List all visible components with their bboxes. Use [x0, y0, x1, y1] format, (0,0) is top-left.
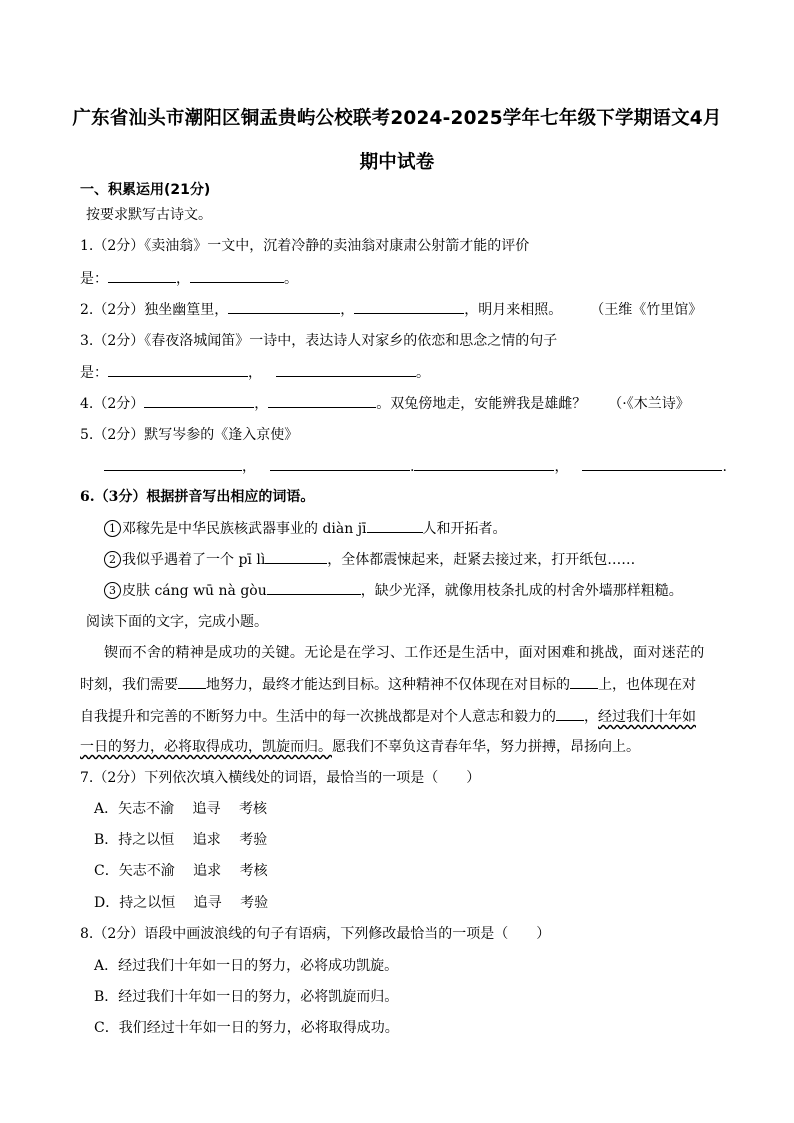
- answer-blank[interactable]: [276, 362, 416, 377]
- answer-blank[interactable]: [108, 268, 176, 283]
- question-5: 5.（2分）默写岑参的《逢入京使》: [80, 427, 299, 443]
- question-5-sep: ，: [554, 459, 569, 475]
- question-6-item-2-end: ，全体都震悚起来，赶紧去接过来，打开纸包……: [327, 552, 636, 568]
- question-7-option-a[interactable]: A．矢志不渝 追寻 考核: [94, 801, 268, 817]
- paragraph-line-4: [80, 737, 640, 757]
- answer-blank[interactable]: [367, 518, 423, 533]
- question-5-sep: ，: [242, 459, 256, 475]
- question-6-item-1-text: 邓稼先是中华民族核武器事业的 diàn jī: [122, 521, 367, 537]
- answer-blank[interactable]: [270, 456, 410, 471]
- question-3-prefix: 是：: [80, 365, 108, 381]
- answer-blank[interactable]: [556, 706, 584, 721]
- paragraph-text: 地努力，最终才能达到目标。这种精神不仅体现在对目标的: [206, 677, 570, 693]
- question-6-item-3: [104, 580, 683, 601]
- paragraph-text: 愿我们不辜负这青春年华，努力拼搏，昂扬向上。: [332, 739, 640, 755]
- question-4-prefix: 4.（2分）: [80, 396, 145, 412]
- answer-blank[interactable]: [144, 393, 254, 408]
- question-4-text: 。双兔傍地走，安能辨我是雄雌？: [376, 396, 587, 412]
- wavy-underlined-sentence: 一日的努力，必将取得成功，凯旋而归。: [80, 739, 332, 755]
- answer-blank[interactable]: [265, 549, 327, 564]
- question-7: 7.（2分）下列依次填入横线处的词语，最恰当的一项是（ ）: [80, 770, 481, 786]
- answer-blank[interactable]: [268, 393, 376, 408]
- answer-blank[interactable]: [354, 299, 464, 314]
- paragraph-line-1: 锲而不舍的精神是成功的关键。无论是在学习、工作还是生活中，面对困难和挑战，面对迷茫的: [104, 645, 705, 661]
- question-1-answer-line: [80, 268, 298, 289]
- section-heading: 一、积累运用(21分): [80, 182, 211, 198]
- question-2-text: 2.（2分）独坐幽篁里，: [80, 302, 229, 318]
- question-6-item-1: [104, 518, 507, 539]
- question-6-item-3-text: 皮肤 cáng wū nà gòu: [122, 583, 267, 599]
- paragraph-text: ，: [584, 709, 598, 725]
- question-6: 6.（3分）根据拼音写出相应的词语。: [80, 489, 315, 505]
- question-4-sep: ，: [254, 396, 269, 412]
- exam-title-line1: 广东省汕头市潮阳区铜盂贵屿公校联考2024-2025学年七年级下学期语文4月: [72, 108, 722, 129]
- question-5-answer-line: [104, 456, 727, 477]
- question-1-sep: ，: [176, 271, 190, 287]
- question-6-item-2-text: 我似乎遇着了一个 pī lì: [122, 552, 266, 568]
- circled-number: 2: [104, 551, 121, 568]
- question-5-dot: .: [722, 459, 727, 475]
- answer-blank[interactable]: [267, 580, 361, 595]
- question-7-option-c[interactable]: C．矢志不渝 追求 考核: [94, 863, 268, 879]
- question-2-sep: ，: [340, 302, 355, 318]
- question-6-item-1-end: 人和开拓者。: [422, 521, 507, 537]
- question-1-prefix: 是：: [80, 271, 108, 287]
- paragraph-line-3: [80, 706, 696, 727]
- instruction: 按要求默写古诗文。: [86, 207, 212, 223]
- answer-blank[interactable]: [104, 456, 242, 471]
- paragraph-text: 自我提升和完善的不断努力中。生活中的每一次挑战都是对个人意志和毅力的: [80, 709, 556, 725]
- question-8-option-c[interactable]: C．我们经过十年如一日的努力，必将取得成功。: [94, 1020, 399, 1036]
- question-8-option-a[interactable]: A．经过我们十年如一日的努力，必将成功凯旋。: [94, 958, 399, 974]
- question-6-item-2: [104, 549, 635, 570]
- question-2: [80, 299, 702, 320]
- question-4-source: （·《木兰诗》: [608, 396, 690, 412]
- reading-intro: 阅读下面的文字，完成小题。: [86, 614, 268, 630]
- question-3-end: 。: [416, 365, 430, 381]
- answer-blank[interactable]: [190, 268, 284, 283]
- paragraph-text: 上，也体现在对: [598, 677, 696, 693]
- wavy-underlined-sentence: 经过我们十年如: [598, 709, 696, 725]
- paragraph-line-2: [80, 674, 696, 695]
- paragraph-text: 时刻，我们需要: [80, 677, 178, 693]
- question-6-item-3-end: ，缺少光泽，就像用枝条扎成的村舍外墙那样粗糙。: [360, 583, 683, 599]
- answer-blank[interactable]: [178, 674, 206, 689]
- question-7-option-b[interactable]: B．持之以恒 追求 考验: [94, 832, 268, 848]
- question-4: [80, 393, 690, 414]
- question-1-end: 。: [284, 271, 298, 287]
- question-2-text-b: ，明月来相照。: [464, 302, 563, 318]
- question-3: 3.（2分）《春夜洛城闻笛》一诗中，表达诗人对家乡的依恋和思念之情的句子: [80, 333, 558, 349]
- circled-number: 3: [104, 582, 121, 599]
- question-3-sep: ，: [248, 365, 262, 381]
- question-1: 1.（2分）《卖油翁》一文中，沉着冷静的卖油翁对康肃公射箭才能的评价: [80, 238, 530, 254]
- answer-blank[interactable]: [414, 456, 554, 471]
- question-5-dot: .: [410, 459, 415, 475]
- answer-blank[interactable]: [228, 299, 340, 314]
- question-8: 8.（2分）语段中画波浪线的句子有语病，下列修改最恰当的一项是（ ）: [80, 926, 551, 942]
- answer-blank[interactable]: [570, 674, 598, 689]
- answer-blank[interactable]: [108, 362, 248, 377]
- circled-number: 1: [104, 520, 121, 537]
- exam-title-line2: 期中试卷: [359, 152, 435, 173]
- question-8-option-b[interactable]: B．经过我们十年如一日的努力，必将凯旋而归。: [94, 989, 399, 1005]
- question-7-option-d[interactable]: D．持之以恒 追寻 考验: [94, 895, 269, 911]
- question-3-answer-line: [80, 362, 430, 383]
- answer-blank[interactable]: [582, 456, 722, 471]
- question-2-source: （王维《竹里馆》: [590, 302, 703, 318]
